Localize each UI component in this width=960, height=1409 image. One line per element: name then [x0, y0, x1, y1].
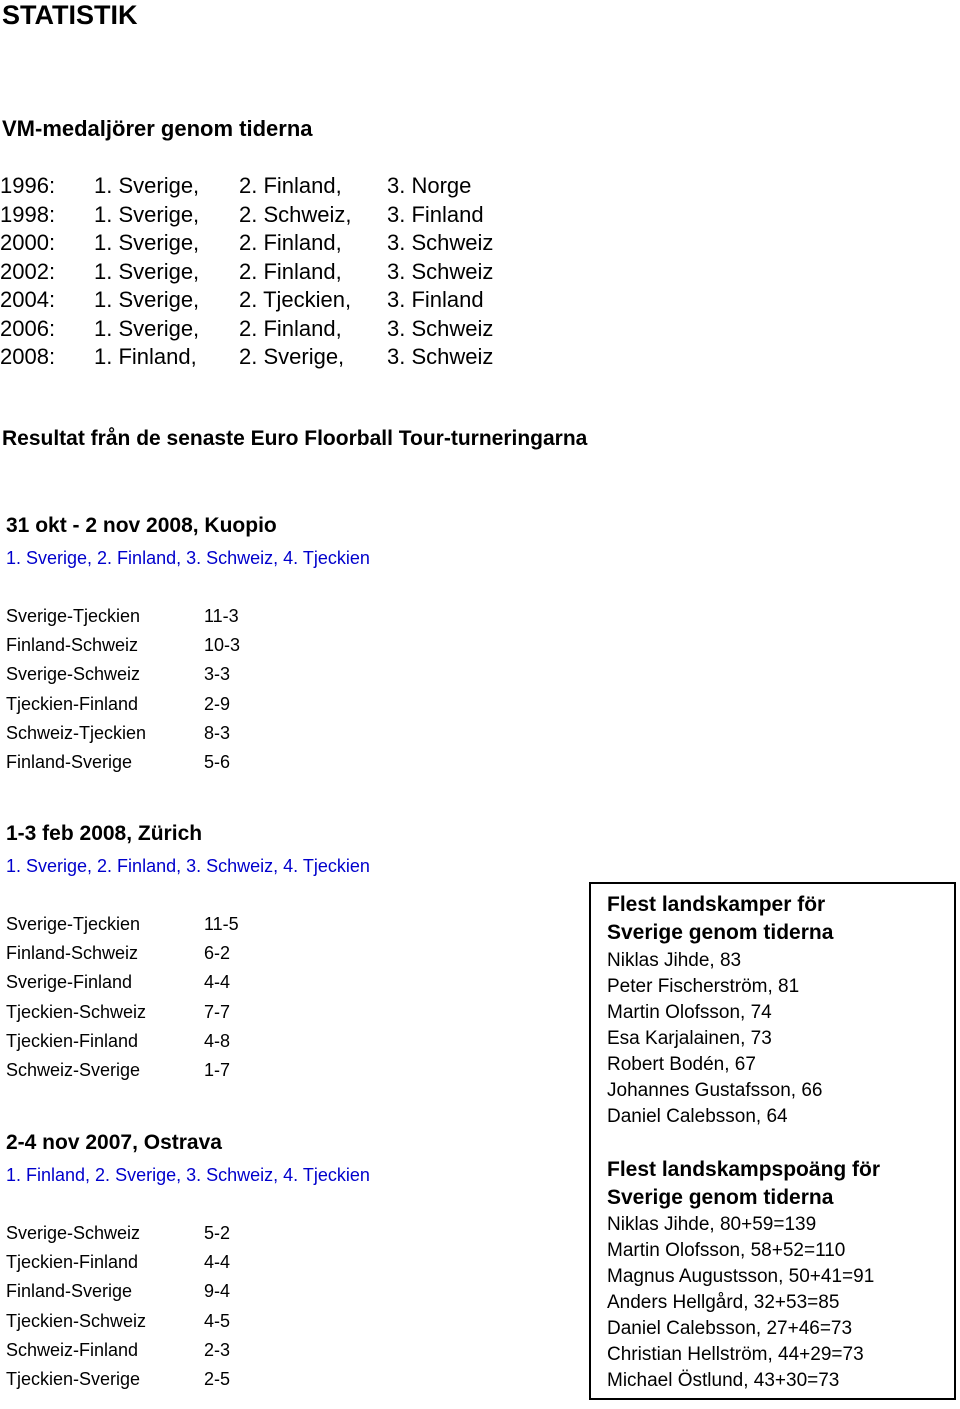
tournament-standing: 1. Finland, 2. Sverige, 3. Schweiz, 4. Tjeckien [6, 1165, 370, 1185]
medal-year: 1996: [0, 173, 56, 198]
tournament-heading: 31 okt - 2 nov 2008, Kuopio [6, 514, 277, 537]
medal-gold: 1. Sverige, [94, 201, 200, 227]
medals-heading: VM-medaljörer genom tiderna [2, 116, 313, 141]
game-score: 6-2 [204, 943, 231, 964]
list-item: Martin Olofsson, 58+52=110 [607, 1240, 846, 1261]
medal-gold: 1. Finland, [94, 344, 197, 369]
medal-silver: 2. Tjeckien, [239, 287, 352, 312]
medal-bronze: 3. Schweiz [387, 344, 494, 369]
game-score: 11-3 [204, 606, 239, 626]
game-row [6, 690, 306, 719]
medal-silver: 2. Schweiz, [239, 201, 352, 227]
medal-bronze: 3. Schweiz [387, 258, 494, 284]
records-matches-list [607, 948, 822, 1130]
game-row [6, 910, 306, 939]
game-match: Sverige-Schweiz [6, 1223, 141, 1243]
medal-row [0, 258, 560, 287]
game-score: 9-4 [204, 1281, 231, 1302]
list-item: Johannes Gustafsson, 66 [607, 1080, 823, 1101]
games-list [6, 910, 306, 1085]
records-points-heading [607, 1156, 880, 1212]
medal-gold: 1. Sverige, [94, 230, 200, 255]
game-row [6, 1027, 306, 1056]
heading-line: Flest landskampspoäng för [607, 1158, 881, 1181]
game-match: Sverige-Tjeckien [6, 606, 141, 626]
list-item: Niklas Jihde, 80+59=139 [607, 1214, 817, 1235]
game-match: Finland-Schweiz [6, 635, 139, 656]
game-row [6, 631, 306, 660]
game-match: Tjeckien-Schweiz [6, 1310, 147, 1331]
medals-list [0, 172, 560, 372]
medal-gold: 1. Sverige, [94, 287, 200, 312]
medal-year: 2008: [0, 344, 56, 369]
list-item: Esa Karjalainen, 73 [607, 1028, 772, 1049]
medal-row [0, 315, 560, 344]
game-match: Schweiz-Sverige [6, 1059, 141, 1080]
list-item: Michael Östlund, 43+30=73 [607, 1370, 840, 1391]
medal-bronze: 3. Schweiz [387, 315, 494, 341]
list-item: Martin Olofsson, 74 [607, 1002, 772, 1023]
medal-row [0, 229, 560, 258]
game-row [6, 1307, 306, 1336]
game-match: Tjeckien-Finland [6, 693, 139, 714]
game-score: 7-7 [204, 1001, 231, 1022]
game-score: 1-7 [204, 1059, 231, 1080]
medal-year: 2006: [0, 315, 56, 341]
list-item: Niklas Jihde, 83 [607, 950, 742, 971]
game-match: Finland-Sverige [6, 751, 133, 772]
game-match: Sverige-Finland [6, 972, 133, 993]
heading-line: Flest landskamper för [607, 893, 826, 916]
game-match: Tjeckien-Schweiz [6, 1001, 147, 1022]
list-item: Daniel Calebsson, 27+46=73 [607, 1318, 853, 1339]
game-row [6, 719, 306, 748]
game-match: Tjeckien-Finland [6, 1252, 139, 1273]
game-row [6, 968, 306, 997]
medal-year: 1998: [0, 201, 56, 227]
game-row [6, 660, 306, 689]
game-score: 3-3 [204, 664, 231, 685]
game-match: Schweiz-Tjeckien [6, 722, 147, 743]
medal-silver: 2. Finland, [239, 258, 342, 284]
game-row [6, 939, 306, 968]
game-match: Finland-Sverige [6, 1281, 133, 1302]
games-list [6, 1219, 306, 1394]
game-match: Sverige-Tjeckien [6, 914, 141, 934]
game-match: Tjeckien-Sverige [6, 1368, 141, 1389]
game-match: Finland-Schweiz [6, 943, 139, 964]
tournament-heading: 1-3 feb 2008, Zürich [6, 822, 203, 845]
game-row [6, 1365, 306, 1394]
medal-row [0, 286, 560, 315]
game-score: 5-2 [204, 1223, 231, 1243]
game-row [6, 1056, 306, 1085]
game-row [6, 1248, 306, 1277]
tournament-standing: 1. Sverige, 2. Finland, 3. Schweiz, 4. Tjeckien [6, 548, 370, 568]
game-match: Schweiz-Finland [6, 1339, 139, 1360]
list-item: Anders Hellgård, 32+53=85 [607, 1292, 840, 1313]
records-box [589, 882, 956, 1400]
medal-gold: 1. Sverige, [94, 258, 200, 284]
medal-gold: 1. Sverige, [94, 315, 200, 341]
game-score: 10-3 [204, 635, 241, 656]
game-score: 4-4 [204, 972, 231, 993]
medal-bronze: 3. Schweiz [387, 230, 494, 255]
page-title: STATISTIK [2, 0, 138, 30]
game-row [6, 1336, 306, 1365]
heading-line: Sverige genom tiderna [607, 1186, 834, 1209]
list-item: Robert Bodén, 67 [607, 1054, 756, 1075]
medal-silver: 2. Finland, [239, 230, 342, 255]
game-row [6, 748, 306, 777]
list-item: Peter Fischerström, 81 [607, 976, 800, 997]
tour-heading: Resultat från de senaste Euro Floorball Tour-turneringarna [2, 427, 588, 450]
tournament-standing: 1. Sverige, 2. Finland, 3. Schweiz, 4. Tjeckien [6, 856, 370, 876]
game-score: 8-3 [204, 722, 231, 743]
medal-silver: 2. Finland, [239, 315, 342, 341]
medal-gold: 1. Sverige, [94, 173, 200, 198]
games-list [6, 602, 306, 777]
medal-year: 2004: [0, 287, 56, 312]
game-row [6, 1219, 306, 1248]
medal-row [0, 343, 560, 372]
list-item: Magnus Augustsson, 50+41=91 [607, 1266, 875, 1287]
game-match: Sverige-Schweiz [6, 664, 141, 685]
game-score: 11-5 [204, 914, 239, 934]
medal-bronze: 3. Finland [387, 201, 484, 227]
medal-silver: 2. Finland, [239, 173, 342, 198]
medal-bronze: 3. Finland [387, 287, 484, 312]
game-score: 2-3 [204, 1339, 231, 1360]
tournament-heading: 2-4 nov 2007, Ostrava [6, 1131, 222, 1154]
game-row [6, 998, 306, 1027]
medal-row [0, 172, 560, 201]
medal-row [0, 201, 560, 230]
game-score: 4-4 [204, 1252, 231, 1273]
medal-silver: 2. Sverige, [239, 344, 345, 369]
game-score: 2-5 [204, 1368, 231, 1389]
game-score: 4-8 [204, 1030, 231, 1051]
list-item: Daniel Calebsson, 64 [607, 1106, 788, 1127]
medal-year: 2000: [0, 230, 56, 255]
records-matches-heading [607, 891, 833, 947]
records-points-list [607, 1212, 874, 1394]
game-match: Tjeckien-Finland [6, 1030, 139, 1051]
game-row [6, 602, 306, 631]
medal-bronze: 3. Norge [387, 173, 472, 198]
game-score: 4-5 [204, 1310, 231, 1331]
game-score: 5-6 [204, 751, 231, 772]
heading-line: Sverige genom tiderna [607, 921, 834, 944]
game-row [6, 1277, 306, 1306]
game-score: 2-9 [204, 693, 231, 714]
medal-year: 2002: [0, 258, 56, 284]
list-item: Christian Hellström, 44+29=73 [607, 1344, 864, 1365]
